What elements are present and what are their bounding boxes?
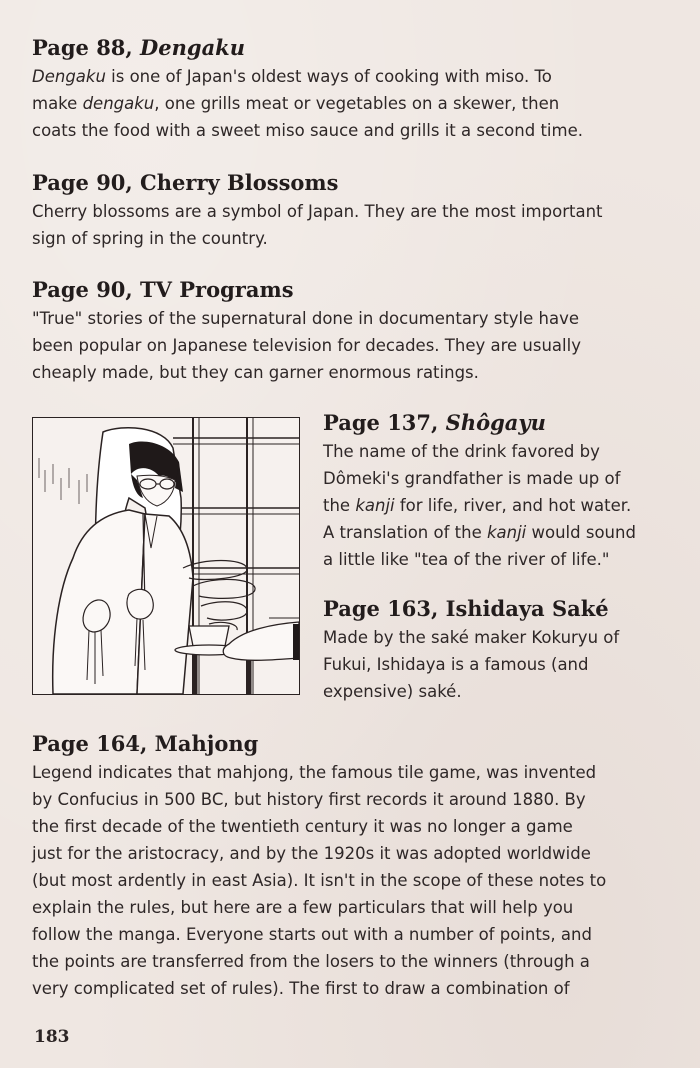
note-body (32, 198, 692, 252)
text-line: (but most ardently in east Asia). It isn't in the scope of these notes to (32, 871, 607, 890)
manga-illustration (32, 417, 300, 695)
text-line: explain the rules, but here are a few particulars that will help you (32, 898, 574, 917)
text-line: Legend indicates that mahjong, the famous tile game, was invented (32, 763, 597, 782)
note-heading: Page 163, Ishidaya Saké (323, 596, 609, 621)
text-line: the kanji for life, river, and hot water. (323, 496, 632, 515)
note-heading: Page 164, Mahjong (32, 731, 259, 756)
text-line: The name of the drink favored by (323, 442, 600, 461)
text-line: very complicated set of rules). The first to draw a combination of (32, 979, 570, 998)
text-line: sign of spring in the country. (32, 229, 268, 248)
page-number: 183 (34, 1027, 70, 1047)
note-body (323, 438, 693, 573)
text-line: Fukui, Ishidaya is a famous (and (323, 655, 589, 674)
text-line: been popular on Japanese television for decades. They are usually (32, 336, 581, 355)
text-line: Made by the saké maker Kokuryu of (323, 628, 620, 647)
text-line: a little like "tea of the river of life." (323, 550, 610, 569)
text-line: by Confucius in 500 BC, but history first records it around 1880. By (32, 790, 586, 809)
text-line: expensive) saké. (323, 682, 462, 701)
note-heading: Page 88, Dengaku (32, 35, 245, 60)
note-dengaku (32, 35, 692, 144)
note-ishidaya-sake (323, 596, 693, 705)
text-line: Cherry blossoms are a symbol of Japan. They are the most important (32, 202, 603, 221)
note-tv-programs (32, 277, 692, 386)
text-line: cheaply made, but they can garner enormous ratings. (32, 363, 479, 382)
text-line: just for the aristocracy, and by the 1920s it was adopted worldwide (32, 844, 591, 863)
note-heading: Page 137, Shôgayu (323, 410, 546, 435)
note-shogayu (323, 410, 693, 573)
note-heading: Page 90, TV Programs (32, 277, 294, 302)
note-body (323, 624, 693, 705)
note-cherry-blossoms (32, 170, 692, 252)
note-heading: Page 90, Cherry Blossoms (32, 170, 339, 195)
note-body (32, 63, 692, 144)
text-line: the first decade of the twentieth century it was no longer a game (32, 817, 573, 836)
note-body (32, 759, 692, 1002)
text-line: coats the food with a sweet miso sauce and grills it a second time. (32, 121, 583, 140)
text-line: A translation of the kanji would sound (323, 523, 636, 542)
text-line: "True" stories of the supernatural done in documentary style have (32, 309, 580, 328)
text-line: Dengaku is one of Japan's oldest ways of cooking with miso. To (32, 67, 552, 86)
text-line: follow the manga. Everyone starts out with a number of points, and (32, 925, 592, 944)
note-body (32, 305, 692, 386)
illustration-drawing (33, 418, 299, 694)
text-line: make dengaku, one grills meat or vegetables on a skewer, then (32, 94, 560, 113)
text-line: Dômeki's grandfather is made up of (323, 469, 621, 488)
text-line: the points are transferred from the losers to the winners (through a (32, 952, 590, 971)
note-mahjong (32, 731, 692, 1002)
